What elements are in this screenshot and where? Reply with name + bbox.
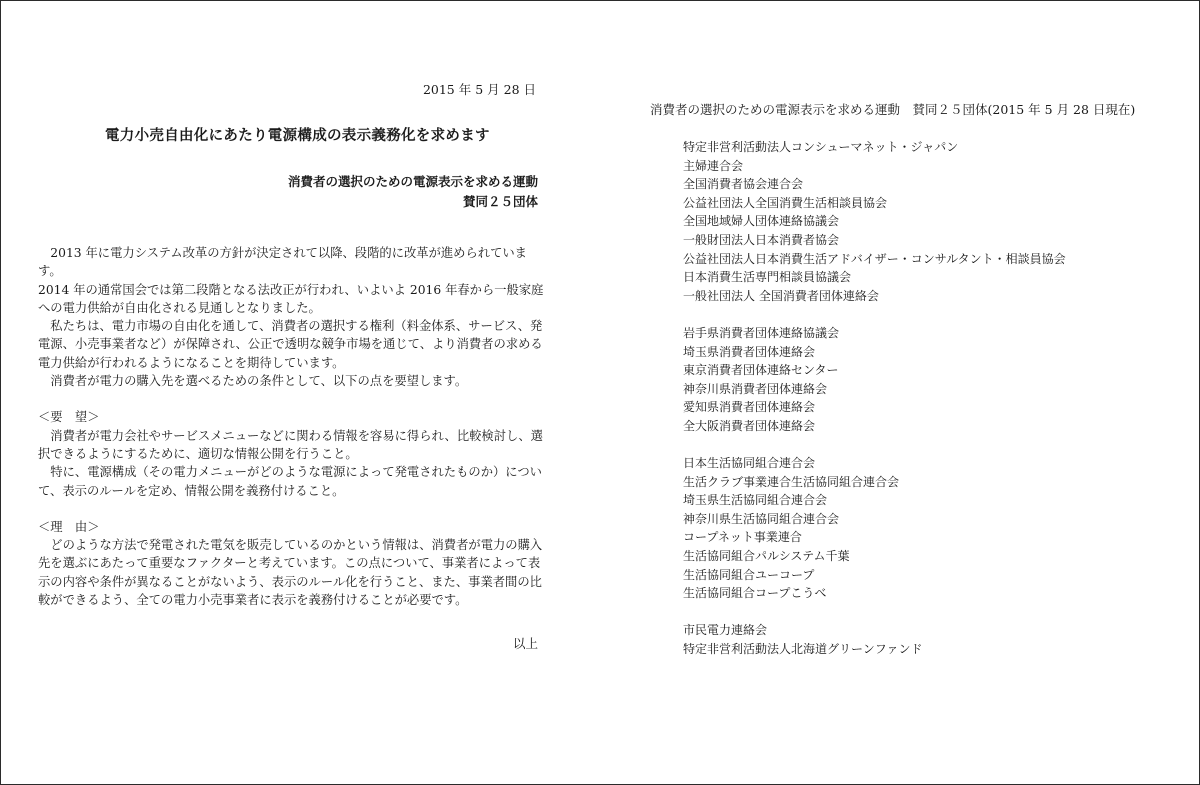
supporter-organization: 一般社団法人 全国消費者団体連絡会 xyxy=(683,288,879,303)
supporter-organization: コープネット事業連合 xyxy=(683,530,802,545)
supporter-organization: 全大阪消費者団体連絡会 xyxy=(683,418,816,433)
body-line: 消費者が電力会社やサービスメニューなどに関わる情報を容易に得られ、比較検討し、選 xyxy=(38,428,543,443)
supporter-organization: 埼玉県消費者団体連絡会 xyxy=(683,344,816,359)
supporter-group xyxy=(683,324,1066,436)
supporter-organization: 生活協同組合ユーコープ xyxy=(683,567,815,582)
document-title: 電力小売自由化にあたり電源構成の表示義務化を求めます xyxy=(105,128,490,144)
supporter-organization: 生活協同組合コープこうべ xyxy=(683,586,827,601)
supporter-organization: 日本生活協同組合連合会 xyxy=(683,456,816,471)
body-line: 先を選ぶにあたって重要なファクターと考えています。この点について、事業者によって表 xyxy=(38,556,541,571)
supporter-list xyxy=(683,138,1066,677)
document-date: 2015 年 5 月 28 日 xyxy=(422,82,536,97)
supporter-organization: 生活クラブ事業連合生活協同組合連合会 xyxy=(683,474,900,489)
closing-mark: 以上 xyxy=(512,636,538,651)
body-line: 択できるようにするために、適切な情報公開を行うこと。 xyxy=(38,446,358,461)
body-line: て、表示のルールを定め、情報公開を義務付けること。 xyxy=(38,483,345,498)
supporter-organization: 東京消費者団体連絡センター xyxy=(683,363,839,378)
intro-section xyxy=(38,244,548,390)
right-page xyxy=(595,0,1200,785)
supporter-organization: 生活協同組合パルシステム千葉 xyxy=(683,549,850,564)
supporter-organization: 一般財団法人日本消費者協会 xyxy=(683,232,840,247)
reason-heading: ＜理 由＞ xyxy=(38,519,100,534)
supporter-group xyxy=(683,138,1066,305)
supporter-organization: 愛知県消費者団体連絡会 xyxy=(683,400,816,415)
supporter-organization: 公益社団法人日本消費生活アドバイザー・コンサルタント・相談員協会 xyxy=(683,251,1066,266)
supporter-organization: 埼玉県生活協同組合連合会 xyxy=(683,493,828,508)
supporter-group xyxy=(683,621,1066,658)
supporter-organization: 特定非営利活動法人北海道グリーンファンド xyxy=(683,642,923,657)
supporter-organization: 全国地域婦人団体連絡協議会 xyxy=(683,214,840,229)
body-line: 消費者が電力の購入先を選べるための条件として、以下の点を要望します。 xyxy=(38,374,468,389)
supporters-header: 消費者の選択のための電源表示を求める運動 賛同２５団体(2015 年 5 月 28 日現在) xyxy=(650,102,1136,117)
supporter-organization: 特定非営利活動法人コンシューマネット・ジャパン xyxy=(683,140,959,154)
left-page xyxy=(0,0,590,785)
body-line: 電源、小売事業者など）が保障され、公正で透明な競争市場を通じて、より消費者の求める xyxy=(38,337,543,352)
body-line: 2013 年に電力システム改革の方針が決定されて以降、段階的に改革が進められています。 xyxy=(38,246,527,279)
body-line: 較ができるよう、全ての電力小売事業者に表示を義務付けることが必要です。 xyxy=(38,593,468,608)
supporter-organization: 神奈川県生活協同組合連合会 xyxy=(683,511,840,526)
body-line: 私たちは、電力市場の自由化を通して、消費者の選択する権利（料金体系、サービス、発 xyxy=(38,319,543,334)
supporter-organization: 岩手県消費者団体連絡協議会 xyxy=(683,325,840,340)
supporter-organization: 公益社団法人全国消費生活相談員協会 xyxy=(683,195,888,210)
body-line: への電力供給が自由化される見通しとなりました。 xyxy=(38,300,321,315)
request-heading: ＜要 望＞ xyxy=(38,410,100,425)
sender-movement-name: 消費者の選択のための電源表示を求める運動 xyxy=(287,174,538,189)
sender-group-count: 賛同２５団体 xyxy=(462,194,538,209)
body-line: 示の内容や条件が異なることがないよう、表示のルール化を行うこと、また、事業者間の比 xyxy=(38,574,542,589)
reason-section xyxy=(38,518,548,609)
body-line: どのような方法で発電された電気を販売しているのかという情報は、消費者が電力の購入 xyxy=(38,538,543,553)
body-line: 特に、電源構成（その電力メニューがどのような電源によって発電されたものか）につい xyxy=(38,465,542,480)
body-line: 電力供給が行われるようになることを期待しています。 xyxy=(38,355,345,370)
supporter-group xyxy=(683,454,1066,603)
sender-block xyxy=(288,172,538,212)
supporter-organization: 全国消費者協会連合会 xyxy=(683,177,804,192)
body-line: 2014 年の通常国会では第二段階となる法改正が行われ、いよいよ 2016 年春から一般家庭 xyxy=(38,282,544,297)
supporter-organization: 主婦連合会 xyxy=(683,158,744,173)
document-body xyxy=(38,244,548,609)
supporter-organization: 日本消費生活専門相談員協議会 xyxy=(683,270,852,285)
supporter-organization: 市民電力連絡会 xyxy=(683,623,768,638)
request-section xyxy=(38,408,548,499)
supporter-organization: 神奈川県消費者団体連絡会 xyxy=(683,381,828,396)
